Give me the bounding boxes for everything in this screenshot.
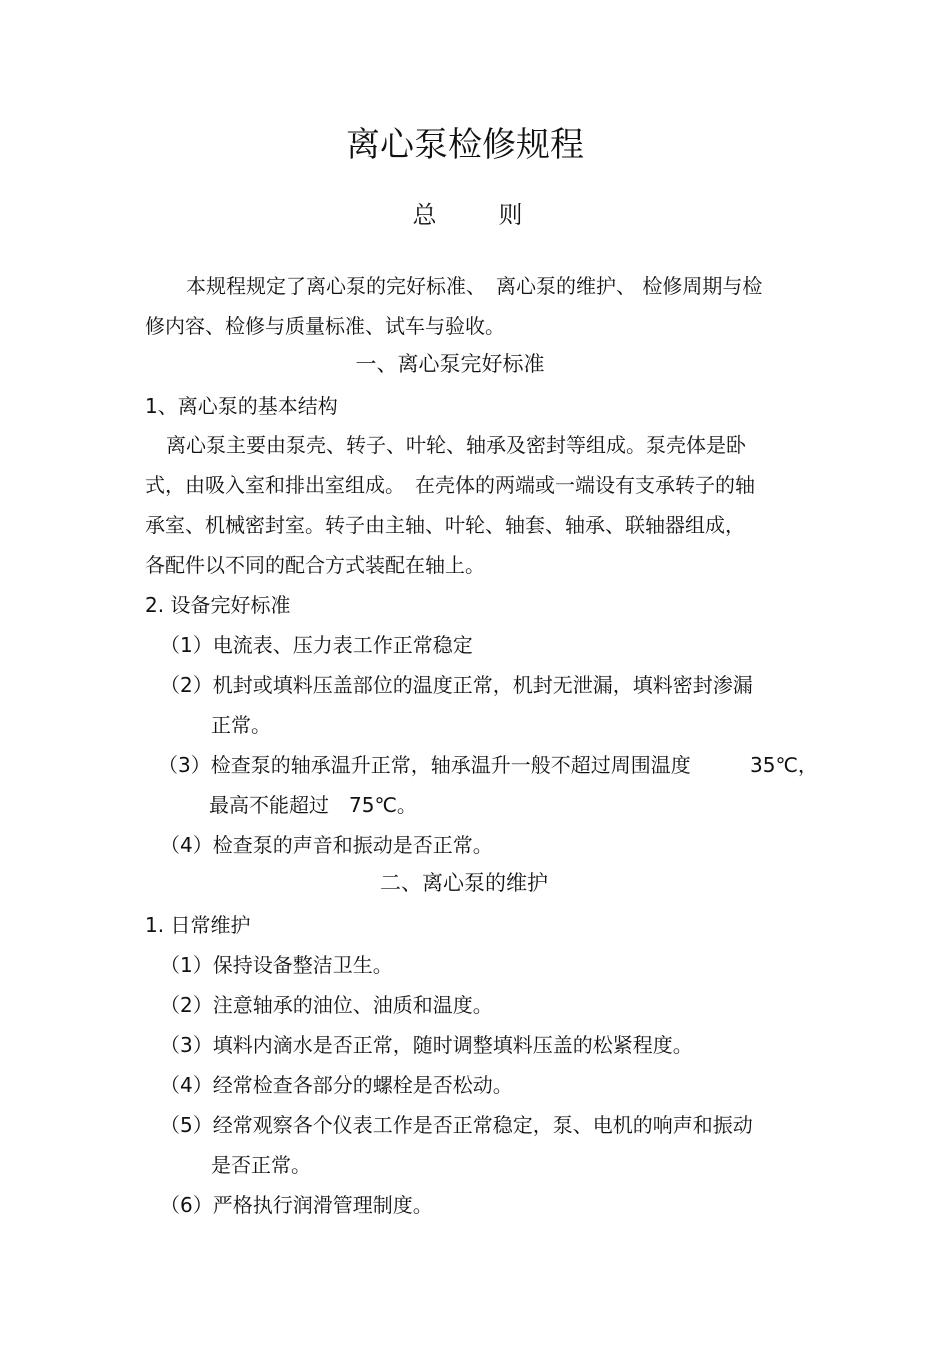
intro-paragraph-line-2: 修内容、检修与质量标准、试车与验收。 (145, 314, 505, 338)
document-title: 离心泵检修规程 (346, 125, 584, 165)
subsection-1-1-heading: 1、离心泵的基本结构 (145, 394, 338, 418)
subsection-2-1-heading: 1. 日常维护 (145, 913, 251, 937)
maintenance-item-5-line-1: （5）经常观察各个仪表工作是否正常稳定，泵、电机的响声和振动 (160, 1113, 753, 1137)
maintenance-item-5-line-2: 是否正常。 (211, 1153, 311, 1177)
section-2-heading: 二、离心泵的维护 (380, 871, 548, 895)
maintenance-item-4: （4）经常检查各部分的螺栓是否松动。 (160, 1073, 513, 1097)
standard-item-3-line-2: 最高不能超过 75℃。 (209, 793, 417, 817)
structure-paragraph-line-3: 承室、机械密封室。转子由主轴、叶轮、轴套、轴承、联轴器组成， (145, 513, 745, 537)
standard-item-3-line-1: （3）检查泵的轴承温升正常，轴承温升一般不超过周围温度 (158, 753, 691, 777)
standard-item-2-line-2: 正常。 (211, 713, 271, 737)
maintenance-item-3: （3）填料内滴水是否正常，随时调整填料压盖的松紧程度。 (160, 1033, 693, 1057)
standard-item-3-temperature-value: 35℃， (750, 753, 818, 777)
standard-item-1: （1）电流表、压力表工作正常稳定 (160, 633, 473, 657)
standard-item-2-line-1: （2）机封或填料压盖部位的温度正常，机封无泄漏，填料密封渗漏 (160, 673, 753, 697)
maintenance-item-2: （2）注意轴承的油位、油质和温度。 (160, 993, 493, 1017)
structure-paragraph-line-1: 离心泵主要由泵壳、转子、叶轮、轴承及密封等组成。泵壳体是卧 (166, 433, 746, 457)
general-char-1: 总 (412, 201, 437, 229)
maintenance-item-6: （6）严格执行润滑管理制度。 (160, 1193, 433, 1217)
section-general-heading (0, 200, 935, 230)
structure-paragraph-line-4: 各配件以不同的配合方式装配在轴上。 (145, 553, 485, 577)
general-char-2: 则 (498, 201, 523, 229)
intro-paragraph-line-1: 本规程规定了离心泵的完好标准、 离心泵的维护、 检修周期与检 (186, 274, 763, 298)
structure-paragraph-line-2: 式，由吸入室和排出室组成。 在壳体的两端或一端设有支承转子的轴 (145, 473, 755, 497)
subsection-1-2-heading: 2. 设备完好标准 (145, 593, 291, 617)
maintenance-item-1: （1）保持设备整洁卫生。 (160, 953, 393, 977)
standard-item-4: （4）检查泵的声音和振动是否正常。 (160, 833, 493, 857)
section-1-heading: 一、离心泵完好标准 (355, 352, 545, 376)
